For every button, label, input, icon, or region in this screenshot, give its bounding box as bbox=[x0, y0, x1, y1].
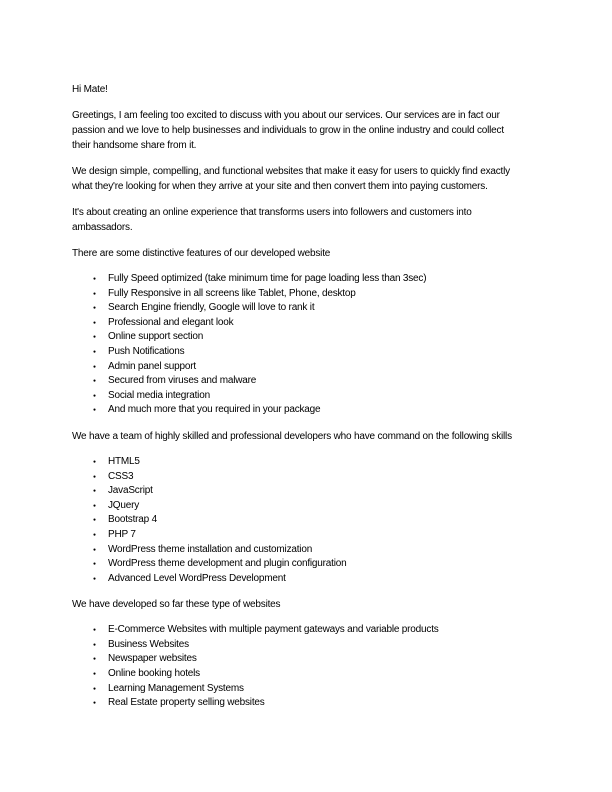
paragraph bbox=[72, 108, 540, 153]
paragraph bbox=[72, 597, 540, 612]
list-item-text: Business Websites bbox=[108, 638, 189, 650]
bullet-icon: ● bbox=[93, 488, 96, 495]
bullet-icon: ● bbox=[93, 656, 96, 663]
bullet-icon: ● bbox=[93, 407, 96, 414]
list-item-text: Fully Responsive in all screens like Tablet, Phone, desktop bbox=[108, 287, 356, 299]
paragraph bbox=[72, 164, 540, 194]
list-item bbox=[72, 301, 540, 316]
list-item bbox=[72, 455, 540, 470]
paragraph bbox=[72, 205, 540, 235]
list-item-text: PHP 7 bbox=[108, 528, 136, 540]
list-item-text: Learning Management Systems bbox=[108, 682, 244, 694]
paragraph bbox=[72, 429, 540, 444]
list-item bbox=[72, 389, 540, 404]
list-item bbox=[72, 623, 540, 638]
list-item bbox=[72, 652, 540, 667]
bullet-icon: ● bbox=[93, 305, 96, 312]
bullet-icon: ● bbox=[93, 575, 96, 582]
list-item bbox=[72, 696, 540, 711]
list-item-text: Newspaper websites bbox=[108, 653, 197, 665]
bullet-icon: ● bbox=[93, 473, 96, 480]
bullet-icon: ● bbox=[93, 685, 96, 692]
list-item bbox=[72, 557, 540, 572]
list-item-text: Bootstrap 4 bbox=[108, 514, 157, 526]
list-item-text: Social media integration bbox=[108, 389, 210, 401]
bullet-icon: ● bbox=[93, 363, 96, 370]
list-item-text: Professional and elegant look bbox=[108, 316, 234, 328]
list-item bbox=[72, 345, 540, 360]
list-item bbox=[72, 667, 540, 682]
list-item-text: Online support section bbox=[108, 331, 204, 343]
bullet-icon: ● bbox=[93, 378, 96, 385]
list-item-text: CSS3 bbox=[108, 470, 134, 482]
paragraph-line: We design simple, compelling, and functional websites that make it easy for users to quickly find exactly bbox=[72, 166, 510, 177]
paragraph-line: We have a team of highly skilled and professional developers who have command on the following skills bbox=[72, 430, 512, 442]
list-item-text: HTML5 bbox=[108, 455, 140, 467]
list-item-text: Real Estate property selling websites bbox=[108, 697, 265, 709]
bullet-icon: ● bbox=[93, 627, 96, 634]
paragraph bbox=[72, 246, 540, 261]
bullet-icon: ● bbox=[93, 348, 96, 355]
bullet-icon: ● bbox=[93, 276, 96, 282]
bullet-icon: ● bbox=[93, 502, 96, 509]
paragraph-line: We have developed so far these type of websites bbox=[72, 599, 281, 611]
bullet-icon: ● bbox=[93, 641, 96, 648]
list-item-text: And much more that you required in your package bbox=[108, 404, 321, 416]
list-item-text: Online booking hotels bbox=[108, 668, 200, 680]
bullet-icon: ● bbox=[93, 561, 96, 568]
list-item bbox=[72, 330, 540, 345]
list-item bbox=[72, 470, 540, 485]
list-item bbox=[72, 682, 540, 697]
paragraph-line: Greetings, I am feeling too excited to discuss with you about our services. Our services are in fact our bbox=[72, 110, 500, 121]
list-item bbox=[72, 513, 540, 528]
list-item-text: Fully Speed optimized (take minimum time for page loading less than 3sec) bbox=[108, 273, 427, 284]
paragraph-line: ambassadors. bbox=[72, 222, 133, 233]
list-item-text: E-Commerce Websites with multiple payment gateways and variable products bbox=[108, 624, 439, 636]
list-item-text: WordPress theme development and plugin configuration bbox=[108, 558, 347, 570]
bullet-icon: ● bbox=[93, 671, 96, 678]
paragraph-line: what they're looking for when they arrive at your site and then convert them into paying customers. bbox=[72, 181, 488, 192]
list-item bbox=[72, 316, 540, 331]
paragraph-line: There are some distinctive features of our developed website bbox=[72, 248, 331, 259]
bullet-icon: ● bbox=[93, 531, 96, 538]
bullet-list bbox=[72, 623, 540, 711]
list-item-text: JavaScript bbox=[108, 485, 153, 497]
list-item bbox=[72, 543, 540, 558]
bullet-icon: ● bbox=[93, 334, 96, 341]
bullet-list bbox=[72, 272, 540, 418]
list-item bbox=[72, 499, 540, 514]
document-content bbox=[72, 82, 540, 711]
list-item-text: Admin panel support bbox=[108, 360, 196, 372]
list-item bbox=[72, 638, 540, 653]
list-item-text: Search Engine friendly, Google will love to rank it bbox=[108, 302, 315, 314]
list-item bbox=[72, 403, 540, 418]
list-item bbox=[72, 360, 540, 375]
list-item-text: Push Notifications bbox=[108, 345, 185, 357]
bullet-icon: ● bbox=[93, 458, 96, 465]
paragraph-line: passion and we love to help businesses and individuals to grow in the online industry and could collect bbox=[72, 125, 504, 136]
bullet-icon: ● bbox=[93, 546, 96, 553]
bullet-icon: ● bbox=[93, 392, 96, 399]
list-item-text: Advanced Level WordPress Development bbox=[108, 572, 286, 584]
list-item bbox=[72, 374, 540, 389]
list-item bbox=[72, 572, 540, 587]
list-item bbox=[72, 528, 540, 543]
paragraph-line: their handsome share from it. bbox=[72, 140, 197, 151]
list-item-text: JQuery bbox=[108, 499, 140, 511]
list-item-text: Secured from viruses and malware bbox=[108, 375, 257, 387]
paragraph bbox=[72, 82, 540, 97]
list-item bbox=[72, 287, 540, 302]
list-item bbox=[72, 484, 540, 499]
paragraph-line: It's about creating an online experience that transforms users into followers and customers into bbox=[72, 207, 472, 218]
list-item bbox=[72, 272, 540, 287]
bullet-icon: ● bbox=[93, 290, 96, 297]
list-item-text: WordPress theme installation and customization bbox=[108, 543, 313, 555]
bullet-icon: ● bbox=[93, 517, 96, 524]
bullet-list bbox=[72, 455, 540, 586]
paragraph-line: Hi Mate! bbox=[72, 84, 108, 95]
bullet-icon: ● bbox=[93, 700, 96, 707]
bullet-icon: ● bbox=[93, 319, 96, 326]
